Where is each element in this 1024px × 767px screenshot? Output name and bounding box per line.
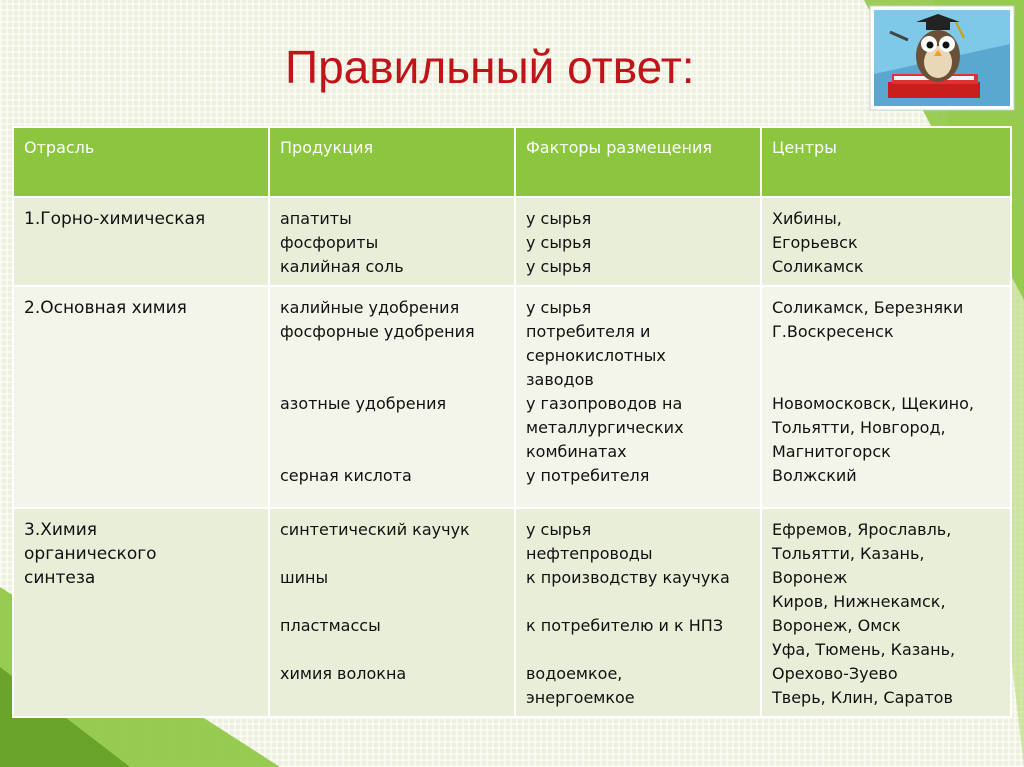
- header-branch: Отрасль: [13, 127, 269, 197]
- table-header-row: [13, 127, 1011, 197]
- answer-table: [12, 126, 1012, 718]
- cell-products: апатиты фосфориты калийная соль: [269, 197, 515, 286]
- cell-products: калийные удобрения фосфорные удобрения азотные удобрения серная кислота: [269, 286, 515, 508]
- cell-branch: 1.Горно-химическая: [13, 197, 269, 286]
- cell-branch: 3.Химия органического синтеза: [13, 508, 269, 717]
- header-factors: Факторы размещения: [515, 127, 761, 197]
- cell-centers: Ефремов, Ярославль, Тольятти, Казань, Воронеж Киров, Нижнекамск, Воронеж, Омск Уфа, Тюмень, Казань, Орехово-Зуево Тверь, Клин, Саратов: [761, 508, 1011, 717]
- header-centers: Центры: [761, 127, 1011, 197]
- cell-factors: у сырья нефтепроводы к производству каучука к потребителю и к НПЗ водоемкое, энергоемкое: [515, 508, 761, 717]
- table-row: [13, 197, 1011, 286]
- cell-centers: Хибины, Егорьевск Соликамск: [761, 197, 1011, 286]
- cell-branch: 2.Основная химия: [13, 286, 269, 508]
- cell-products: синтетический каучук шины пластмассы химия волокна: [269, 508, 515, 717]
- owl-on-books-icon: [868, 4, 1016, 112]
- header-products: Продукция: [269, 127, 515, 197]
- table-row: [13, 286, 1011, 508]
- slide-title: Правильный ответ:: [285, 41, 695, 93]
- cell-factors: у сырья потребителя и сернокислотных заводов у газопроводов на металлургических комбинатах у потребителя: [515, 286, 761, 508]
- cell-factors: у сырья у сырья у сырья: [515, 197, 761, 286]
- table-row: [13, 508, 1011, 717]
- cell-centers: Соликамск, Березняки Г.Воскресенск Новомосковск, Щекино, Тольятти, Новгород, Магнитогорск Волжский: [761, 286, 1011, 508]
